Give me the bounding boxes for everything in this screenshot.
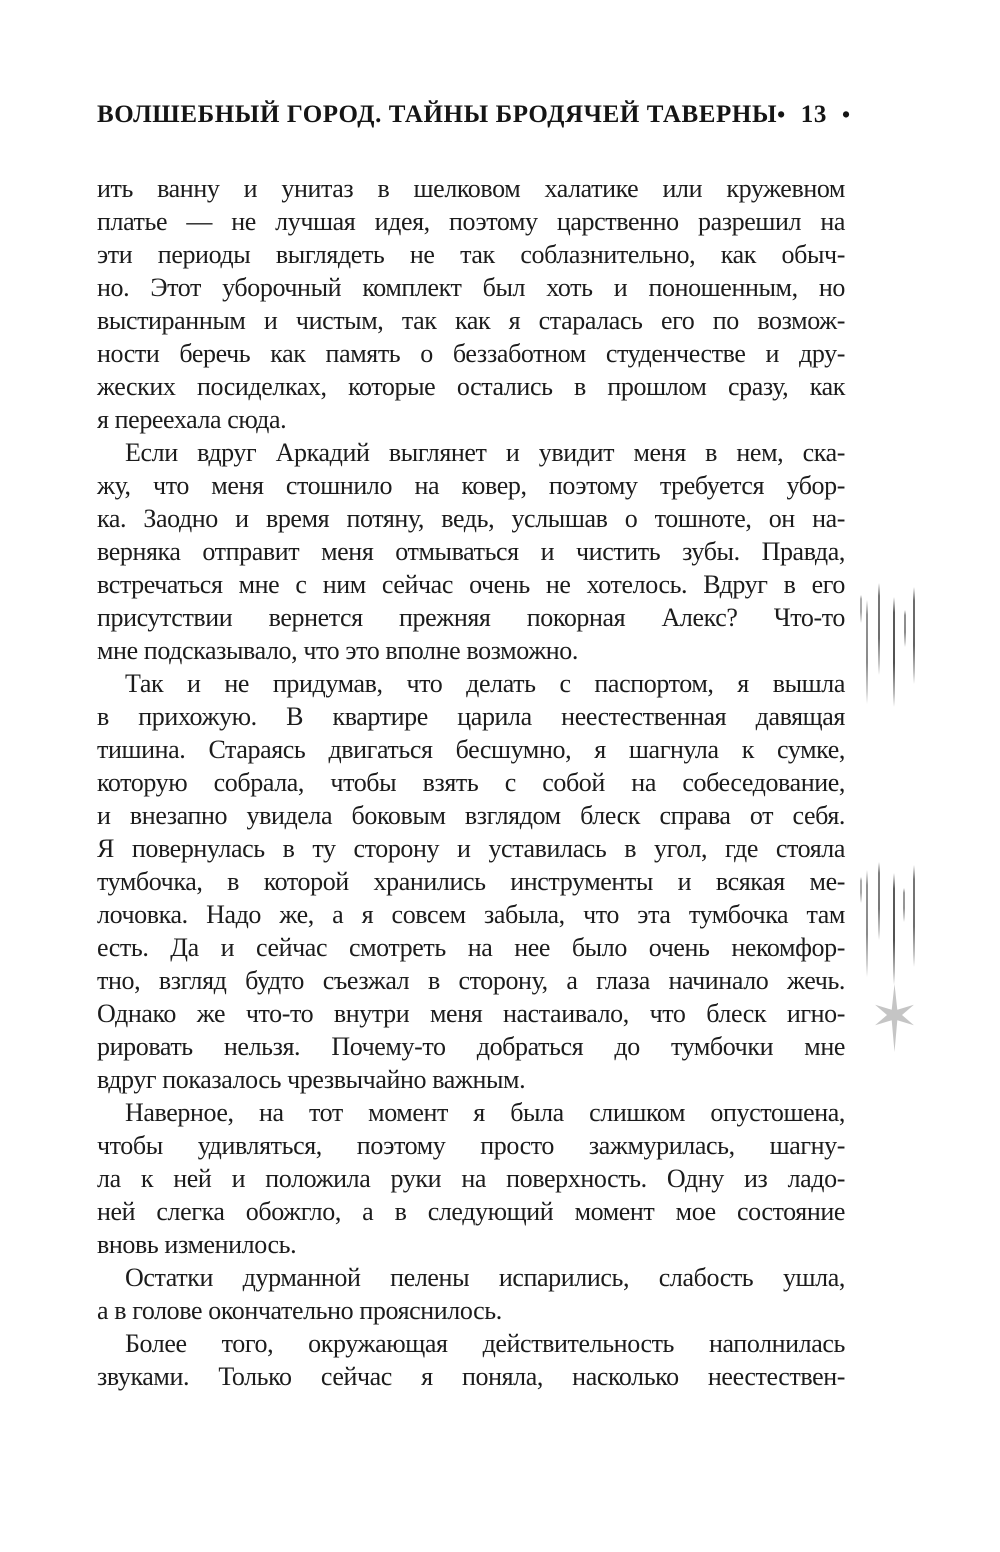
text-line: верняка отправит меня отмываться и чистить зубы. Правда,	[97, 537, 845, 566]
text-line: тумбочка, в которой хранились инструменты и всякая ме-	[97, 867, 845, 896]
motion-streak-line	[893, 873, 895, 985]
text-line: мне подсказывало, что это вполне возможно.	[97, 636, 578, 665]
text-line: которую собрала, чтобы взять с собой на собеседование,	[97, 768, 845, 797]
text-line: есть. Да и сейчас смотреть на нее было очень некомфор-	[97, 933, 845, 962]
text-line: вновь изменилось.	[97, 1230, 297, 1259]
text-line: вдруг показалось чрезвычайно важным.	[97, 1065, 526, 1094]
motion-streak-line	[913, 865, 915, 967]
motion-streak-line	[878, 583, 880, 675]
text-line: я переехала сюда.	[97, 405, 287, 434]
text-line: Остатки дурманной пелены испарились, слабость ушла,	[125, 1263, 845, 1292]
text-line: Так и не придумав, что делать с паспортом, я вышла	[125, 669, 845, 698]
text-line: в прихожую. В квартире царила неестественная давящая	[97, 702, 845, 731]
running-header	[97, 100, 851, 130]
text-line: Наверное, на тот момент я была слишком опустошена,	[125, 1098, 845, 1127]
text-line: ить ванну и унитаз в шелковом халатике или кружевном	[97, 174, 845, 203]
motion-streak-line	[866, 870, 868, 977]
text-line: рировать нельзя. Почему-то добраться до тумбочки мне	[97, 1032, 845, 1061]
text-line: чтобы удивляться, поэтому просто зажмурилась, шагну-	[97, 1131, 845, 1160]
header-bullet-icon: •	[841, 102, 851, 127]
motion-streak-line	[860, 877, 862, 903]
text-line: присутствии вернется прежняя покорная Алекс? Что-то	[97, 603, 845, 632]
book-title: ВОЛШЕБНЫЙ ГОРОД. ТАЙНЫ БРОДЯЧЕЙ ТАВЕРНЫ	[97, 101, 778, 128]
page-number-group	[777, 100, 851, 130]
text-line: а в голове окончательно прояснилось.	[97, 1296, 502, 1325]
text-line: ла к ней и положила руки на поверхность. Одну из ладо-	[97, 1164, 845, 1193]
text-line: ней слегка обожгло, а в следующий момент мое состояние	[97, 1197, 845, 1226]
text-line: лочовка. Надо же, а я совсем забыла, что эта тумбочка там	[97, 900, 845, 929]
text-line: Я повернулась в ту сторону и уставилась в угол, где стояла	[97, 834, 845, 863]
text-line: но. Этот уборочный комплект был хоть и поношенным, но	[97, 273, 845, 302]
star-icon	[872, 984, 917, 1052]
text-block	[97, 172, 845, 1393]
text-line: тно, взгляд будто съезжал в сторону, а глаза начинало жечь.	[97, 966, 845, 995]
text-line: Однако же что-то внутри меня настаивало, что блеск игно-	[97, 999, 845, 1028]
text-line: жу, что меня стошнило на ковер, поэтому требуется убор-	[97, 471, 845, 500]
motion-streak-line	[878, 862, 880, 940]
text-line: эти периоды выглядеть не так соблазнительно, как обыч-	[97, 240, 845, 269]
text-line: выстиранным и чистым, так как я старалась его по возмож-	[97, 306, 845, 335]
page-number: 13	[800, 101, 827, 128]
motion-streak-line	[893, 597, 895, 707]
text-line: ка. Заодно и время потяну, ведь, услышав о тошноте, он на-	[97, 504, 845, 533]
motion-streak-line	[903, 888, 905, 922]
text-line: звуками. Только сейчас я поняла, насколько неестествен-	[97, 1362, 845, 1391]
text-line: Если вдруг Аркадий выглянет и увидит меня в нем, ска-	[125, 438, 845, 467]
motion-streak-line	[860, 595, 862, 623]
text-line: тишина. Стараясь двигаться бесшумно, я шагнула к сумке,	[97, 735, 845, 764]
text-line: платье — не лучшая идея, поэтому царственно разрешил на	[97, 207, 845, 236]
text-line: жеских посиделках, которые остались в прошлом сразу, как	[97, 372, 845, 401]
text-line: и внезапно увидела боковым взглядом блеск справа от себя.	[97, 801, 845, 830]
motion-streak-line	[866, 600, 868, 704]
text-line: встречаться мне с ним сейчас очень не хотелось. Вдруг в его	[97, 570, 845, 599]
header-bullet-icon: •	[777, 102, 786, 127]
motion-streak-line	[913, 587, 915, 684]
motion-streak-line	[904, 610, 906, 647]
text-line: ности беречь как память о беззаботном студенчестве и дру-	[97, 339, 845, 368]
text-line: Более того, окружающая действительность наполнилась	[125, 1329, 845, 1358]
